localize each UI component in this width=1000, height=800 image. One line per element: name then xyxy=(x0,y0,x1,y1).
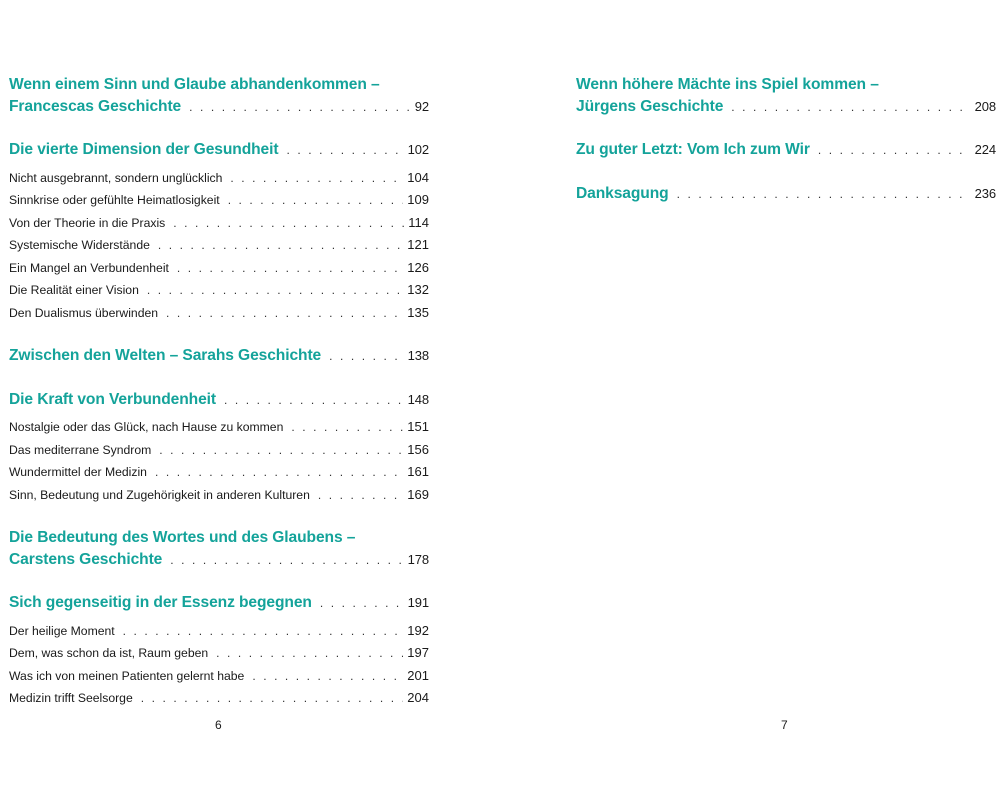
right-page xyxy=(500,0,1000,800)
chapter-page-number: 236 xyxy=(974,185,996,201)
chapter-page-number: 208 xyxy=(974,98,996,114)
subsection-title: Die Realität einer Vision xyxy=(9,283,139,297)
toc-subsection-entry xyxy=(9,234,429,257)
subsection-title: Nicht ausgebrannt, sondern unglücklich xyxy=(9,170,223,185)
chapter-title-row xyxy=(9,389,429,412)
chapter-title-line: Die vierte Dimension der Gesundheit xyxy=(9,141,279,158)
subsection-title: Dem, was schon da ist, Raum geben xyxy=(9,646,209,660)
leader-dots xyxy=(224,390,404,412)
subsection-title: Systemische Widerstände xyxy=(9,238,150,252)
leader-dots xyxy=(291,417,403,439)
subsection-page-number: 156 xyxy=(407,441,429,457)
subsection-page-number: 135 xyxy=(407,304,429,320)
subsection-page-number: 201 xyxy=(407,667,429,683)
chapter-title-line: Zwischen den Welten – Sarahs Geschichte xyxy=(9,347,322,364)
subsection-row xyxy=(9,302,429,325)
subsection-row xyxy=(9,167,429,190)
toc-chapter-entry xyxy=(9,139,429,162)
leader-dots xyxy=(286,140,403,162)
chapter-title-line: Wenn einem Sinn und Glaube abhandenkommen – xyxy=(9,76,380,93)
chapter-page-number: 102 xyxy=(407,142,429,157)
table-of-contents-right xyxy=(576,74,996,226)
leader-dots xyxy=(170,550,403,572)
toc-subsection-entry xyxy=(9,687,429,710)
subsection-page-number: 204 xyxy=(407,690,429,705)
subsection-row xyxy=(9,257,429,280)
chapter-title-row xyxy=(9,345,429,368)
chapter-title-line: Francescas Geschichte xyxy=(9,97,182,115)
toc-chapter-entry xyxy=(576,139,996,162)
subsection-row xyxy=(9,234,429,257)
leader-dots xyxy=(329,346,403,368)
subsection-title: Sinn, Bedeutung und Zugehörigkeit in anderen Kulturen xyxy=(9,487,310,502)
subsection-title: Den Dualismus überwinden xyxy=(9,305,159,320)
subsection-title: Nostalgie oder das Glück, nach Hause zu kommen xyxy=(9,420,284,434)
toc-chapter-entry xyxy=(576,74,996,118)
chapter-title-row xyxy=(9,96,429,119)
leader-dots xyxy=(189,97,411,119)
chapter-title-row xyxy=(9,139,429,162)
leader-dots xyxy=(320,593,404,615)
subsection-page-number: 114 xyxy=(408,214,429,230)
chapter-title-row xyxy=(576,139,996,162)
toc-subsection-entry xyxy=(9,665,429,688)
chapter-title-line: Zu guter Letzt: Vom Ich zum Wir xyxy=(576,141,810,158)
subsection-title: Was ich von meinen Patienten gelernt habe xyxy=(9,668,245,683)
subsection-row xyxy=(9,189,429,212)
leader-dots xyxy=(147,280,403,302)
toc-subsection-list xyxy=(9,416,429,506)
toc-chapter-entry xyxy=(9,592,429,615)
toc-chapter-entry xyxy=(576,183,996,206)
leader-dots xyxy=(318,485,403,507)
subsection-row xyxy=(9,484,429,507)
subsection-row xyxy=(9,642,429,665)
toc-subsection-entry xyxy=(9,461,429,484)
subsection-page-number: 169 xyxy=(407,486,429,502)
subsection-title: Sinnkrise oder gefühlte Heimatlosigkeit xyxy=(9,193,220,207)
subsection-row xyxy=(9,279,429,302)
leader-dots xyxy=(166,303,403,325)
subsection-title: Wundermittel der Medizin xyxy=(9,465,147,479)
subsection-title: Das mediterrane Syndrom xyxy=(9,442,152,457)
toc-subsection-entry xyxy=(9,167,429,190)
subsection-title: Von der Theorie in die Praxis xyxy=(9,215,166,230)
subsection-row xyxy=(9,620,429,643)
subsection-row xyxy=(9,665,429,688)
leader-dots xyxy=(677,184,971,206)
subsection-title: Der heilige Moment xyxy=(9,623,115,638)
leader-dots xyxy=(173,213,404,235)
leader-dots xyxy=(216,643,403,665)
subsection-page-number: 126 xyxy=(407,259,429,275)
chapter-title-line: Jürgens Geschichte xyxy=(576,97,724,115)
subsection-page-number: 197 xyxy=(407,645,429,660)
leader-dots xyxy=(159,440,403,462)
toc-subsection-entry xyxy=(9,189,429,212)
subsection-page-number: 121 xyxy=(407,237,429,252)
subsection-row xyxy=(9,687,429,710)
chapter-title-row xyxy=(576,183,996,206)
chapter-title-row xyxy=(9,549,429,572)
leader-dots xyxy=(228,190,404,212)
chapter-page-number: 92 xyxy=(414,98,429,114)
subsection-row xyxy=(9,212,429,235)
toc-subsection-list xyxy=(9,167,429,325)
subsection-page-number: 192 xyxy=(407,622,429,638)
subsection-row xyxy=(9,439,429,462)
chapter-title-line: Wenn höhere Mächte ins Spiel kommen – xyxy=(576,76,879,93)
toc-chapter-entry xyxy=(9,527,429,571)
leader-dots xyxy=(141,688,404,710)
toc-subsection-list xyxy=(9,620,429,710)
subsection-page-number: 161 xyxy=(407,464,429,479)
subsection-title: Medizin trifft Seelsorge xyxy=(9,691,133,705)
subsection-page-number: 109 xyxy=(407,192,429,207)
leader-dots xyxy=(123,621,404,643)
leader-dots xyxy=(155,462,403,484)
chapter-title-row xyxy=(576,96,996,119)
subsection-row xyxy=(9,416,429,439)
leader-dots xyxy=(818,140,971,162)
subsection-row xyxy=(9,461,429,484)
subsection-page-number: 104 xyxy=(407,169,429,185)
chapter-title-line: Sich gegenseitig in der Essenz begegnen xyxy=(9,594,312,611)
toc-chapter-entry xyxy=(9,389,429,412)
chapter-title-line: Danksagung xyxy=(576,184,669,202)
chapter-page-number: 178 xyxy=(407,551,429,567)
chapter-page-number: 191 xyxy=(407,595,429,610)
subsection-title: Ein Mangel an Verbundenheit xyxy=(9,260,169,275)
toc-subsection-entry xyxy=(9,279,429,302)
toc-chapter-entry xyxy=(9,74,429,118)
toc-chapter-entry xyxy=(9,345,429,368)
page-number-left: 6 xyxy=(215,718,222,732)
chapter-page-number: 138 xyxy=(407,348,429,363)
chapter-title-line: Die Bedeutung des Wortes und des Glaubens – xyxy=(9,529,356,546)
leader-dots xyxy=(177,258,403,280)
leader-dots xyxy=(731,97,970,119)
toc-subsection-entry xyxy=(9,620,429,643)
chapter-title-row xyxy=(9,592,429,615)
subsection-page-number: 151 xyxy=(407,419,429,434)
toc-subsection-entry xyxy=(9,302,429,325)
toc-subsection-entry xyxy=(9,416,429,439)
chapter-title-line: Die Kraft von Verbundenheit xyxy=(9,390,216,408)
leader-dots xyxy=(252,666,403,688)
leader-dots xyxy=(158,235,403,257)
chapter-page-number: 148 xyxy=(407,391,429,407)
toc-subsection-entry xyxy=(9,257,429,280)
page-number-right: 7 xyxy=(781,718,788,732)
leader-dots xyxy=(230,168,403,190)
chapter-title-line: Carstens Geschichte xyxy=(9,550,163,568)
toc-subsection-entry xyxy=(9,642,429,665)
toc-subsection-entry xyxy=(9,212,429,235)
toc-subsection-entry xyxy=(9,439,429,462)
subsection-page-number: 132 xyxy=(407,282,429,297)
toc-subsection-entry xyxy=(9,484,429,507)
table-of-contents-left xyxy=(9,74,429,710)
chapter-page-number: 224 xyxy=(974,142,996,157)
